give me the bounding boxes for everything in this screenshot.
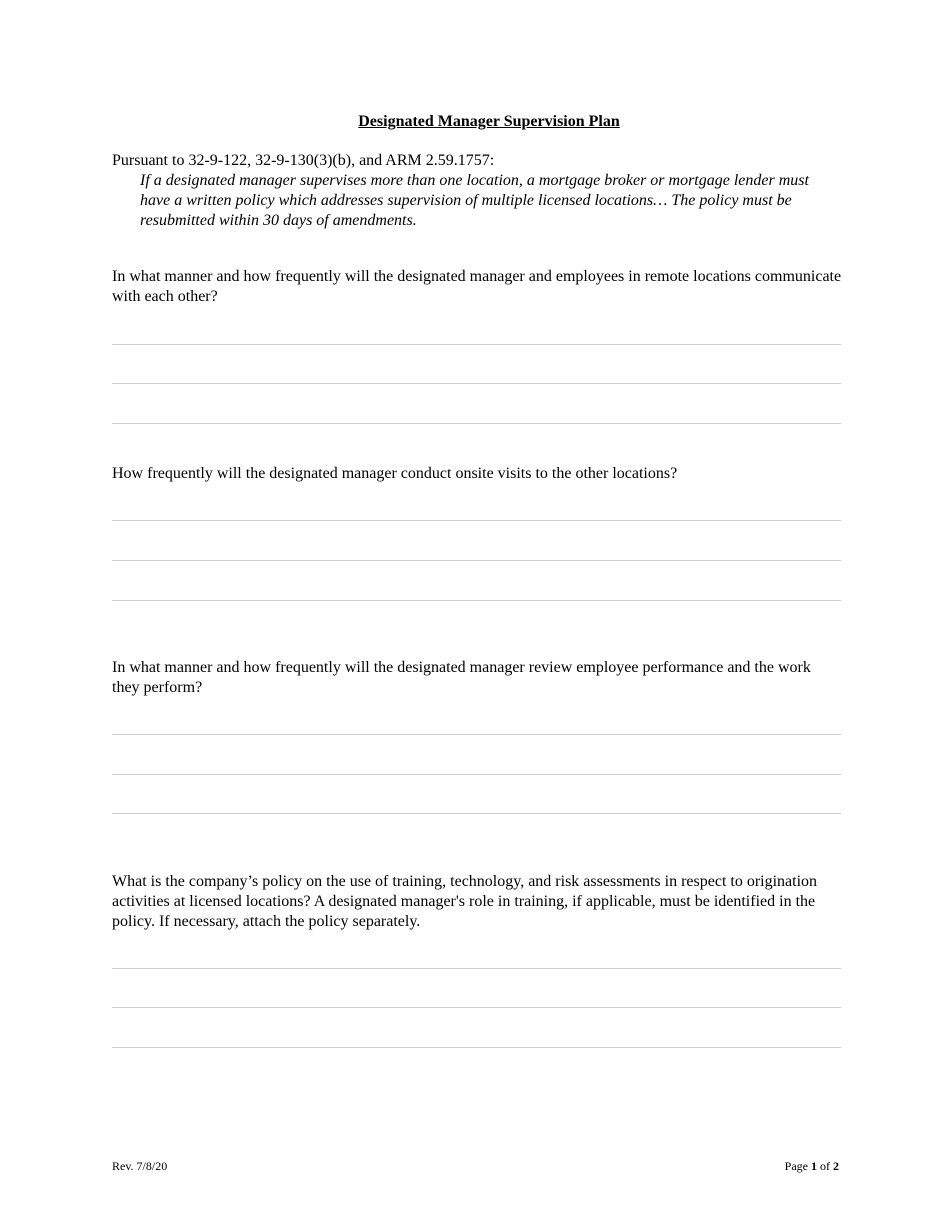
answer-line-1-2[interactable] [112,383,841,384]
revision-date: Rev. 7/8/20 [112,1159,168,1173]
answer-line-4-1[interactable] [112,968,841,969]
page-number [785,1158,839,1174]
answer-line-4-3[interactable] [112,1047,841,1048]
page-of: of [820,1159,830,1173]
question-1: In what manner and how frequently will the designated manager and employees in remote locations communicate with each other? [112,268,842,305]
statute-reference: Pursuant to 32-9-122, 32-9-130(3)(b), and ARM 2.59.1757: [112,152,495,169]
answer-line-4-2[interactable] [112,1007,841,1008]
page-label: Page [784,1159,808,1173]
answer-line-2-3[interactable] [112,600,841,601]
answer-line-2-1[interactable] [112,520,841,521]
page-title: Designated Manager Supervision Plan [358,113,620,130]
page-total: 2 [833,1159,839,1173]
answer-line-3-2[interactable] [112,774,841,775]
question-2: How frequently will the designated manager conduct onsite visits to the other locations? [112,465,678,482]
statute-quote: If a designated manager supervises more than one location, a mortgage broker or mortgage lender must have a written policy which addresses supervision of multiple licensed locations… The policy must be resubmitted within 30 days of amendments. [140,172,809,229]
answer-line-3-1[interactable] [112,734,841,735]
answer-line-3-3[interactable] [112,813,841,814]
answer-line-1-1[interactable] [112,344,841,345]
question-4: What is the company’s policy on the use of training, technology, and risk assessments in respect to origination activities at licensed locations? A designated manager's role in training, if applicable, must be identified in the policy. If necessary, attach the policy separately. [112,873,818,930]
question-3: In what manner and how frequently will the designated manager review employee performance and the work they perform? [112,659,811,696]
page-current: 1 [811,1159,817,1173]
answer-line-2-2[interactable] [112,560,841,561]
answer-line-1-3[interactable] [112,423,841,424]
